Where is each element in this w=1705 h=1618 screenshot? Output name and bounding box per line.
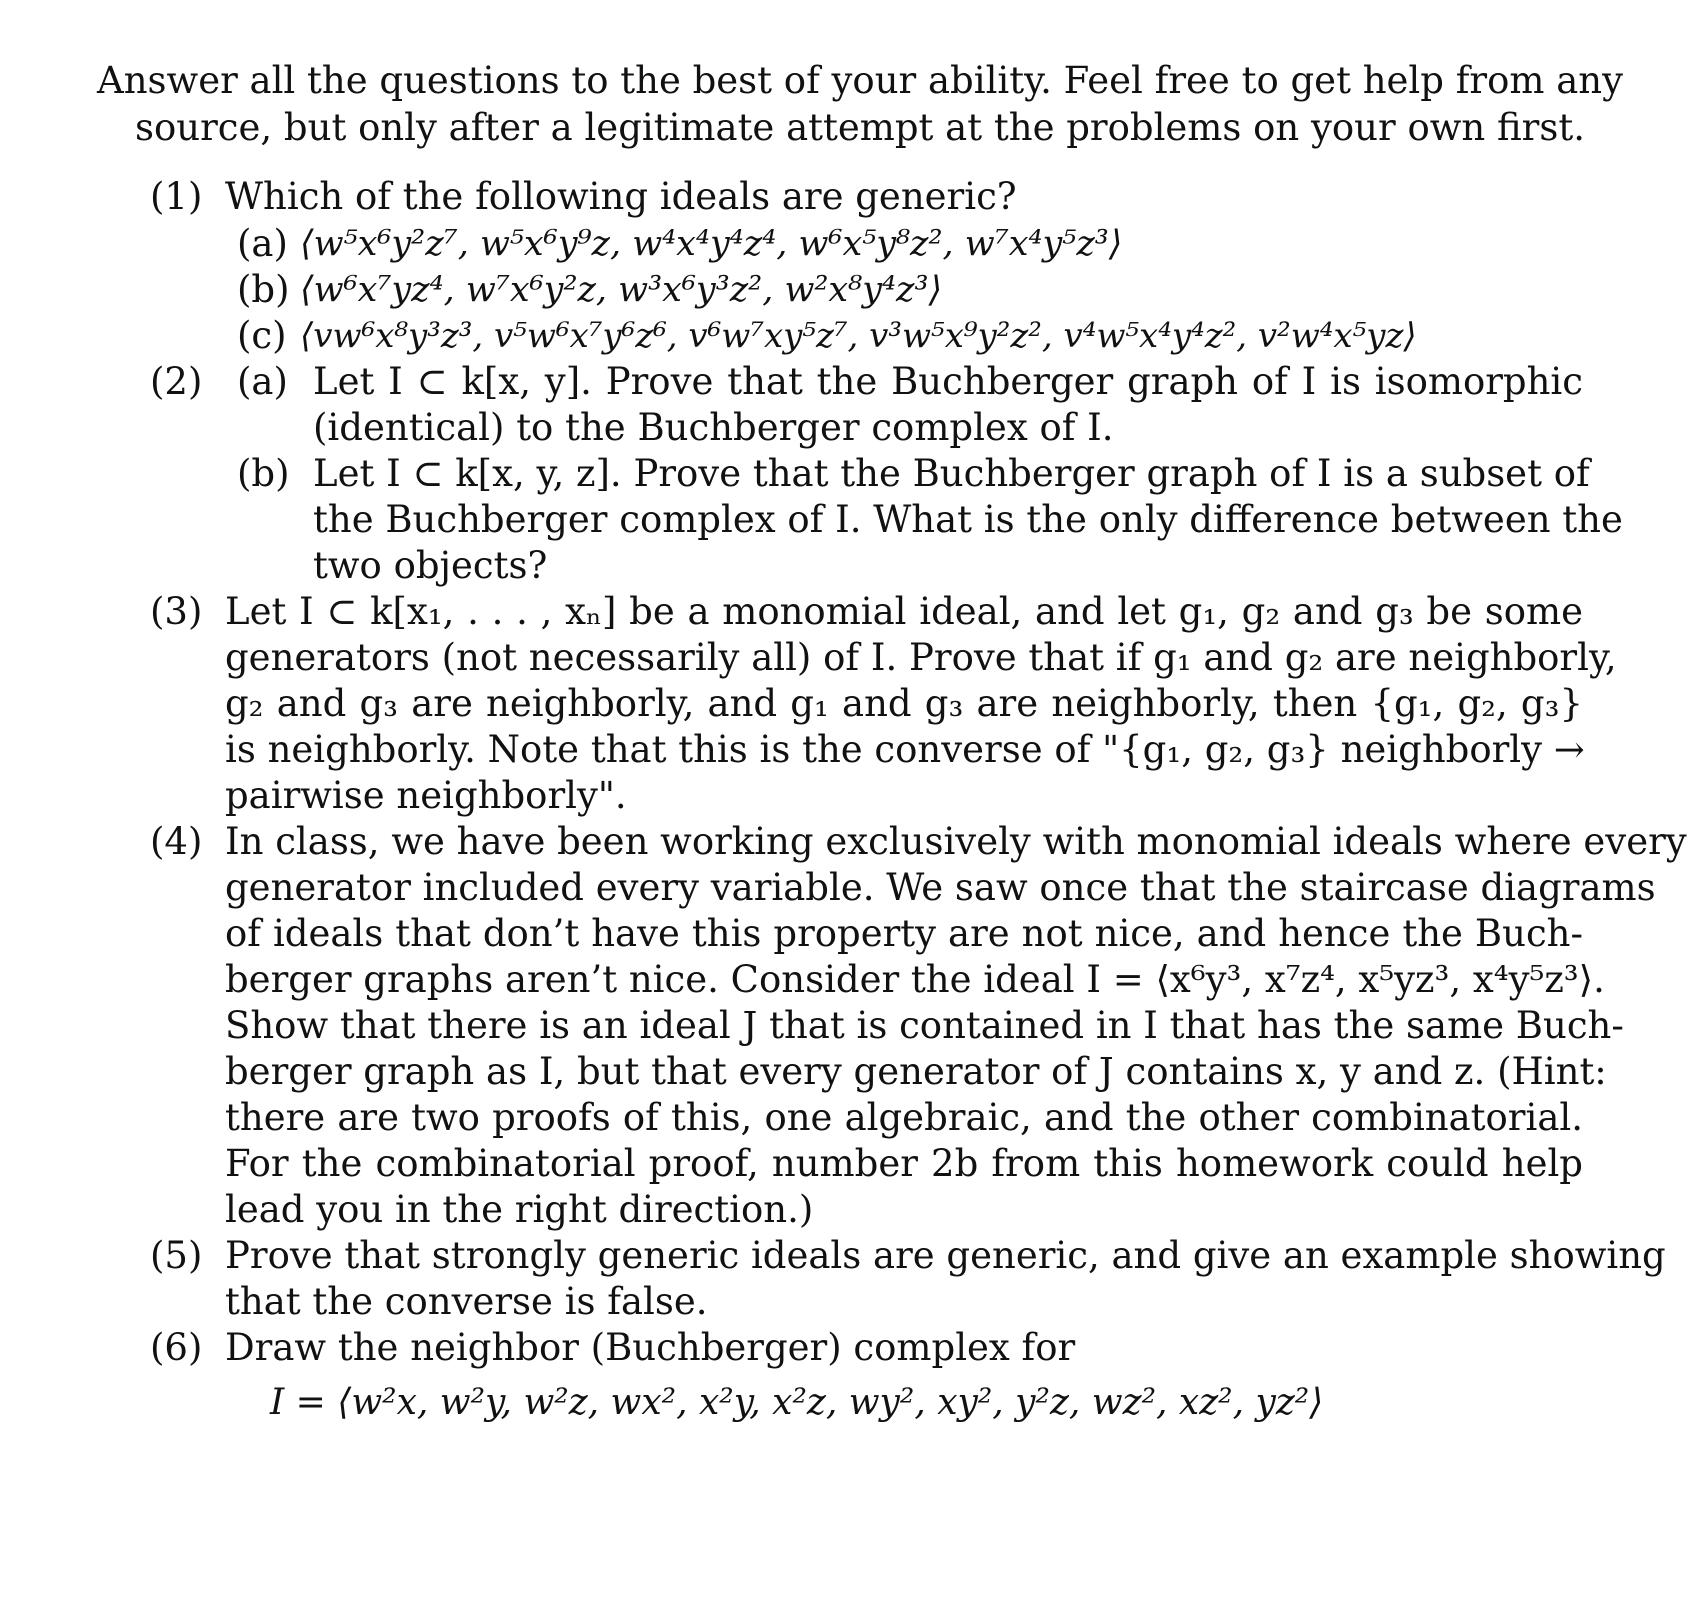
question-2a-label: (a) xyxy=(237,360,288,403)
question-4-line-7: there are two proofs of this, one algebraic, and the other combinatorial. xyxy=(225,1096,1583,1139)
question-6-ideal-expression: I = ⟨w²x, w²y, w²z, wx², x²y, x²z, wy², xy², y²z, wz², xz², yz²⟩ xyxy=(270,1382,1324,1423)
question-2-number: (2) xyxy=(150,360,203,403)
question-4-line-2: generator included every variable. We saw once that the staircase diagrams xyxy=(225,866,1656,909)
question-2b-line-1: Let I ⊂ k[x, y, z]. Prove that the Buchberger graph of I is a subset of xyxy=(313,452,1590,495)
question-4-line-4: berger graphs aren’t nice. Consider the ideal I = ⟨x⁶y³, x⁷z⁴, x⁵yz³, x⁴y⁵z³⟩. xyxy=(225,958,1605,1001)
question-4-line-6: berger graph as I, but that every generator of J contains x, y and z. (Hint: xyxy=(225,1050,1607,1093)
question-2a-line-2: (identical) to the Buchberger complex of I. xyxy=(313,406,1114,449)
question-3-line-3: g₂ and g₃ are neighborly, and g₁ and g₃ are neighborly, then {g₁, g₂, g₃} xyxy=(225,682,1583,725)
question-3-line-2: generators (not necessarily all) of I. Prove that if g₁ and g₂ are neighborly, xyxy=(225,636,1617,679)
question-3-number: (3) xyxy=(150,590,203,633)
question-1-text: Which of the following ideals are generic? xyxy=(225,175,1017,218)
question-1a-expression: ⟨w⁵x⁶y²z⁷, w⁵x⁶y⁹z, w⁴x⁴y⁴z⁴, w⁶x⁵y⁸z², w⁷x⁴y⁵z³⟩ xyxy=(300,224,1123,264)
question-5-line-1: Prove that strongly generic ideals are generic, and give an example showing xyxy=(225,1234,1666,1277)
intro-line-2: source, but only after a legitimate attempt at the problems on your own first. xyxy=(135,106,1585,149)
question-5-line-2: that the converse is false. xyxy=(225,1280,708,1323)
question-3-line-5: pairwise neighborly". xyxy=(225,774,627,817)
question-4-line-8: For the combinatorial proof, number 2b from this homework could help xyxy=(225,1142,1583,1185)
intro-line-1: Answer all the questions to the best of your ability. Feel free to get help from any xyxy=(96,59,1623,102)
question-1a-label: (a) xyxy=(237,222,288,265)
question-5-number: (5) xyxy=(150,1234,203,1277)
question-1b-label: (b) xyxy=(237,268,290,311)
question-2b-label: (b) xyxy=(237,452,290,495)
question-3-line-4: is neighborly. Note that this is the converse of "{g₁, g₂, g₃} neighborly → xyxy=(225,728,1585,771)
question-6-text: Draw the neighbor (Buchberger) complex for xyxy=(225,1326,1076,1369)
question-2b-line-3: two objects? xyxy=(313,544,548,587)
question-1-number: (1) xyxy=(150,175,203,218)
question-4-line-9: lead you in the right direction.) xyxy=(225,1188,814,1231)
question-1b-expression: ⟨w⁶x⁷yz⁴, w⁷x⁶y²z, w³x⁶y³z², w²x⁸y⁴z³⟩ xyxy=(300,270,943,310)
question-4-line-3: of ideals that don’t have this property are not nice, and hence the Buch- xyxy=(225,912,1583,955)
question-2b-line-2: the Buchberger complex of I. What is the only difference between the xyxy=(313,498,1623,541)
question-4-line-5: Show that there is an ideal J that is contained in I that has the same Buch- xyxy=(225,1004,1624,1047)
question-4-line-1: In class, we have been working exclusively with monomial ideals where every xyxy=(225,820,1687,863)
question-1c-label: (c) xyxy=(237,314,287,357)
question-2a-line-1: Let I ⊂ k[x, y]. Prove that the Buchberger graph of I is isomorphic xyxy=(313,360,1583,403)
question-3-line-1: Let I ⊂ k[x₁, . . . , xₙ] be a monomial ideal, and let g₁, g₂ and g₃ be some xyxy=(225,590,1583,633)
question-4-number: (4) xyxy=(150,820,203,863)
question-6-number: (6) xyxy=(150,1326,203,1369)
question-1c-expression: ⟨vw⁶x⁸y³z³, v⁵w⁶x⁷y⁶z⁶, v⁶w⁷xy⁵z⁷, v³w⁵x⁹y²z², v⁴w⁵x⁴y⁴z², v²w⁴x⁵yz⟩ xyxy=(300,316,1417,356)
